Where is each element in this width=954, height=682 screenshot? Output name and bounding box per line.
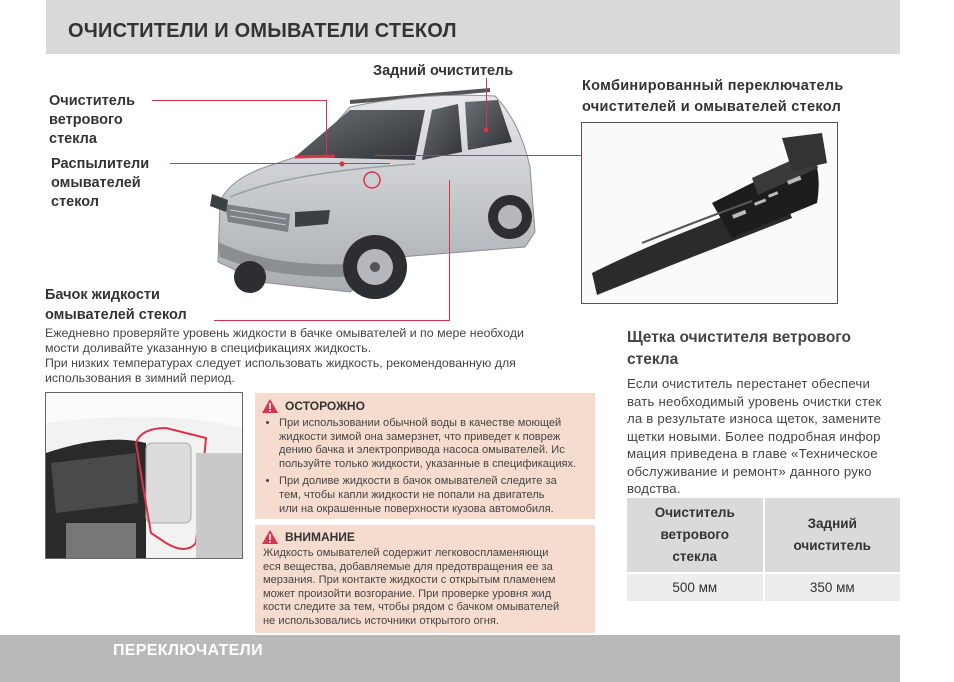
leader-windshield-h [152,100,327,101]
caution-box [255,393,595,519]
car-illustration [200,82,545,312]
wiper-spec-table [627,498,900,601]
table-cell: 500 мм [627,573,764,601]
table-row [627,573,900,601]
reservoir-description: Ежедневно проверяйте уровень жидкости в бачке омывателей и по мере необходи мости доливайте указанную в спецификациях жидкость. При низких температурах следует использовать жидкость, рекомендованную для использования в зимний период. [45,326,524,385]
caution-item: • При использовании обычной воды в качестве моющей жидкости зимой она замерзнет, что приведет к повреж дению бачка и электропривода насоса омывателей. Ис пользуйте только жидкости, указанные в спецификациях. [279,417,605,471]
section-footer-title: ПЕРЕКЛЮЧАТЕЛИ [113,642,263,659]
callout-rear-wiper: Задний очиститель [373,63,514,79]
wiper-blade-text: Если очиститель перестанет обеспечи вать необходимый уровень очистки стек ла в результате износа щеток, замените щетки новыми. Более подробная инфор мация приведена в главе «Техническое обслуживание и ремонт» данного руко водства. [627,376,882,496]
warning-triangle-icon [261,398,279,414]
warning-triangle-icon [261,529,279,545]
combo-switch-photo [581,122,838,304]
callout-washer-nozzles: Распылители омывателей стекол [51,156,150,210]
attention-header [261,529,355,545]
attention-title: ВНИМАНИЕ [285,530,355,544]
caution-item: • При доливе жидкости в бачок омывателей следите за тем, чтобы капли жидкости не попали на двигатель или на окрашенные поверхности кузова автомобиля. [279,475,605,516]
caution-title: ОСТОРОЖНО [285,399,365,413]
table-header-row [627,498,900,573]
table-header-cell: Задний очиститель [764,498,901,573]
callout-windshield-wiper: Очиститель ветрового стекла [49,93,135,147]
page-title: ОЧИСТИТЕЛИ И ОМЫВАТЕЛИ СТЕКОЛ [68,20,457,42]
caution-list [265,417,605,520]
leader-combo-switch [375,155,582,156]
callout-reservoir: Бачок жидкости омывателей стекол [45,287,187,323]
leader-reservoir-v [449,180,450,321]
callout-combo-switch: Комбинированный переключатель очистителей и омывателей стекол [582,78,844,115]
reservoir-photo [45,392,243,559]
caution-header [261,398,365,414]
leader-rear-wiper [486,78,487,130]
leader-nozzles [170,163,390,164]
leader-reservoir-h [214,320,450,321]
leader-windshield-v [326,100,327,158]
attention-text: Жидкость омывателей содержит легковоспламеняющи еся вещества, добавляемые для предотвращения ее за мерзания. При контакте жидкости с открытым пламенем может произойти возгорание. При проверке уровня жид кости следите за тем, чтобы рядом с бачком омывателей не использовались источники открытого огня. [263,547,560,627]
attention-box [255,525,595,633]
wiper-blade-heading: Щетка очистителя ветрового стекла [627,329,852,368]
table-header-cell: Очиститель ветрового стекла [627,498,764,573]
table-cell: 350 мм [764,573,901,601]
